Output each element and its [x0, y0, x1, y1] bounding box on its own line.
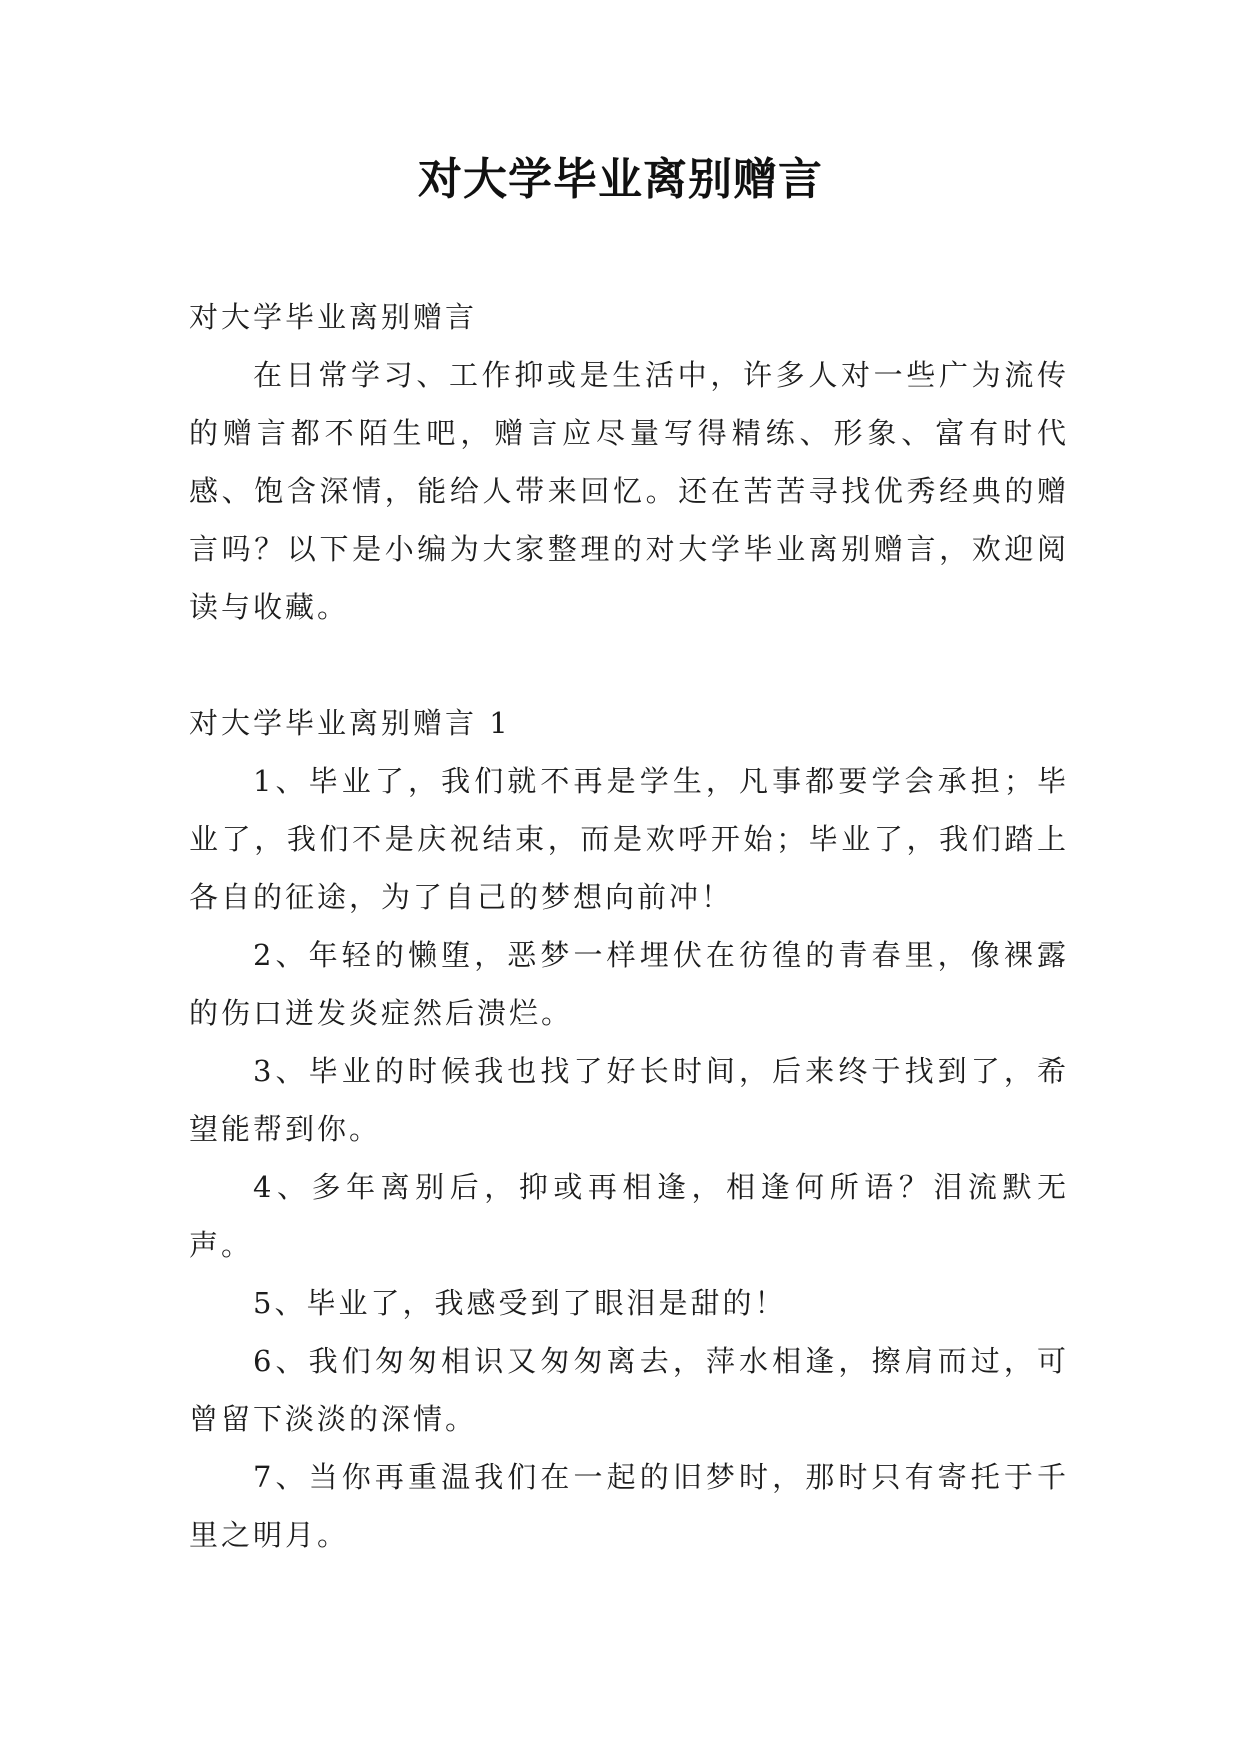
list-item: 4、多年离别后，抑或再相逢，相逢何所语？泪流默无声。 [189, 1170, 1069, 1262]
document-title: 对大学毕业离别赠言 [418, 154, 823, 205]
list-item: 7、当你再重温我们在一起的旧梦时，那时只有寄托于千里之明月。 [189, 1460, 1069, 1552]
list-item: 1、毕业了，我们就不再是学生，凡事都要学会承担；毕业了，我们不是庆祝结束，而是欢呼开始；毕业了，我们踏上各自的征途，为了自己的梦想向前冲！ [189, 764, 1069, 914]
list-item: 2、年轻的懒堕，恶梦一样埋伏在彷徨的青春里，像裸露的伤口迸发炎症然后溃烂。 [189, 938, 1069, 1030]
section-heading: 对大学毕业离别赠言 1 [189, 706, 511, 740]
intro-paragraph: 在日常学习、工作抑或是生活中，许多人对一些广为流传的赠言都不陌生吧，赠言应尽量写得精练、形象、富有时代感、饱含深情，能给人带来回忆。还在苦苦寻找优秀经典的赠言吗？以下是小编为大家整理的对大学毕业离别赠言，欢迎阅读与收藏。 [189, 358, 1069, 624]
list-item: 3、毕业的时候我也找了好长时间，后来终于找到了，希望能帮到你。 [189, 1054, 1069, 1146]
list-item: 5、毕业了，我感受到了眼泪是甜的！ [253, 1286, 787, 1320]
document-subtitle: 对大学毕业离别赠言 [189, 300, 478, 334]
document-body [189, 288, 1069, 1564]
list-item: 6、我们匆匆相识又匆匆离去，萍水相逢，擦肩而过，可曾留下淡淡的深情。 [189, 1344, 1069, 1436]
